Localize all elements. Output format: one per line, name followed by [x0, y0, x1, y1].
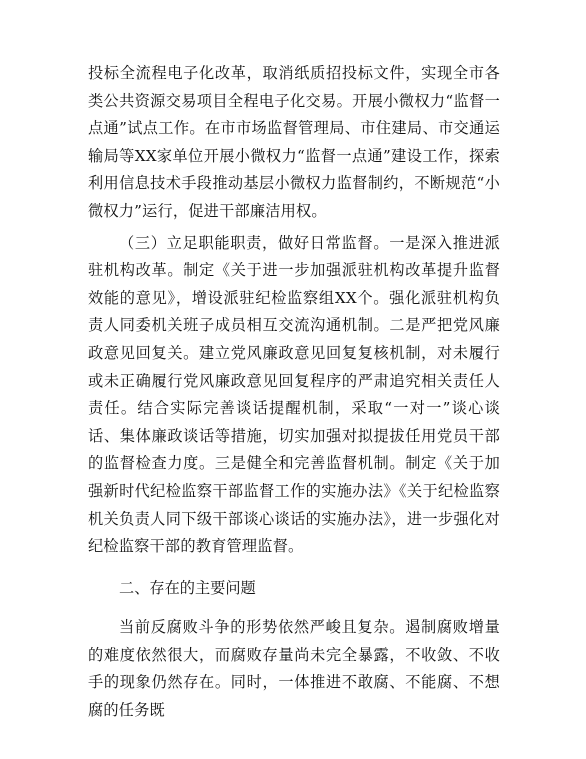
paragraph-daily-supervision: （三）立足职能职责，做好日常监督。一是深入推进派驻机构改革。制定《关于进一步加强派驻机构改革提升监督效能的意见》，增设派驻纪检监察组XX个。强化派驻机构负责人同委机关班子成员相互交流沟通机制。二是严把党风廉政意见回复关。建立党风廉政意见回复复核机制，对未履行或未正确履行党风廉政意见回复程序的严肃追究相关责任人责任。结合实际完善谈话提醒机制，采取“一对一”谈心谈话、集体廉政谈话等措施，切实加强对拟提拔任用党员干部的监督检查力度。三是健全和完善监督机制。制定《关于加强新时代纪检监察干部监督工作的实施办法》《关于纪检监察机关负责人同下级干部谈心谈话的实施办法》，进一步强化对纪检监察干部的教育管理监督。: [88, 233, 500, 556]
paragraph-reform-continued: 投标全流程电子化改革，取消纸质招投标文件，实现全市各类公共资源交易项目全程电子化交易。开展小微权力“监督一点通”试点工作。在市市场监督管理局、市住建局、市交通运输局等XX家单位开展小微权力“监督一点通”建设工作，探索利用信息技术手段推动基层小微权力监督制约，不断规范“小微权力”运行，促进干部廉洁用权。: [88, 64, 500, 220]
document-body: [88, 60, 500, 725]
section-heading-main-problems: 二、存在的主要问题: [119, 578, 256, 597]
paragraph-anti-corruption-situation: 当前反腐败斗争的形势依然严峻且复杂。遏制腐败增量的难度依然很大，而腐败存量尚未完全暴露，不收敛、不收手的现象仍然存在。同时，一体推进不敢腐、不能腐、不想腐的任务既: [88, 618, 500, 720]
